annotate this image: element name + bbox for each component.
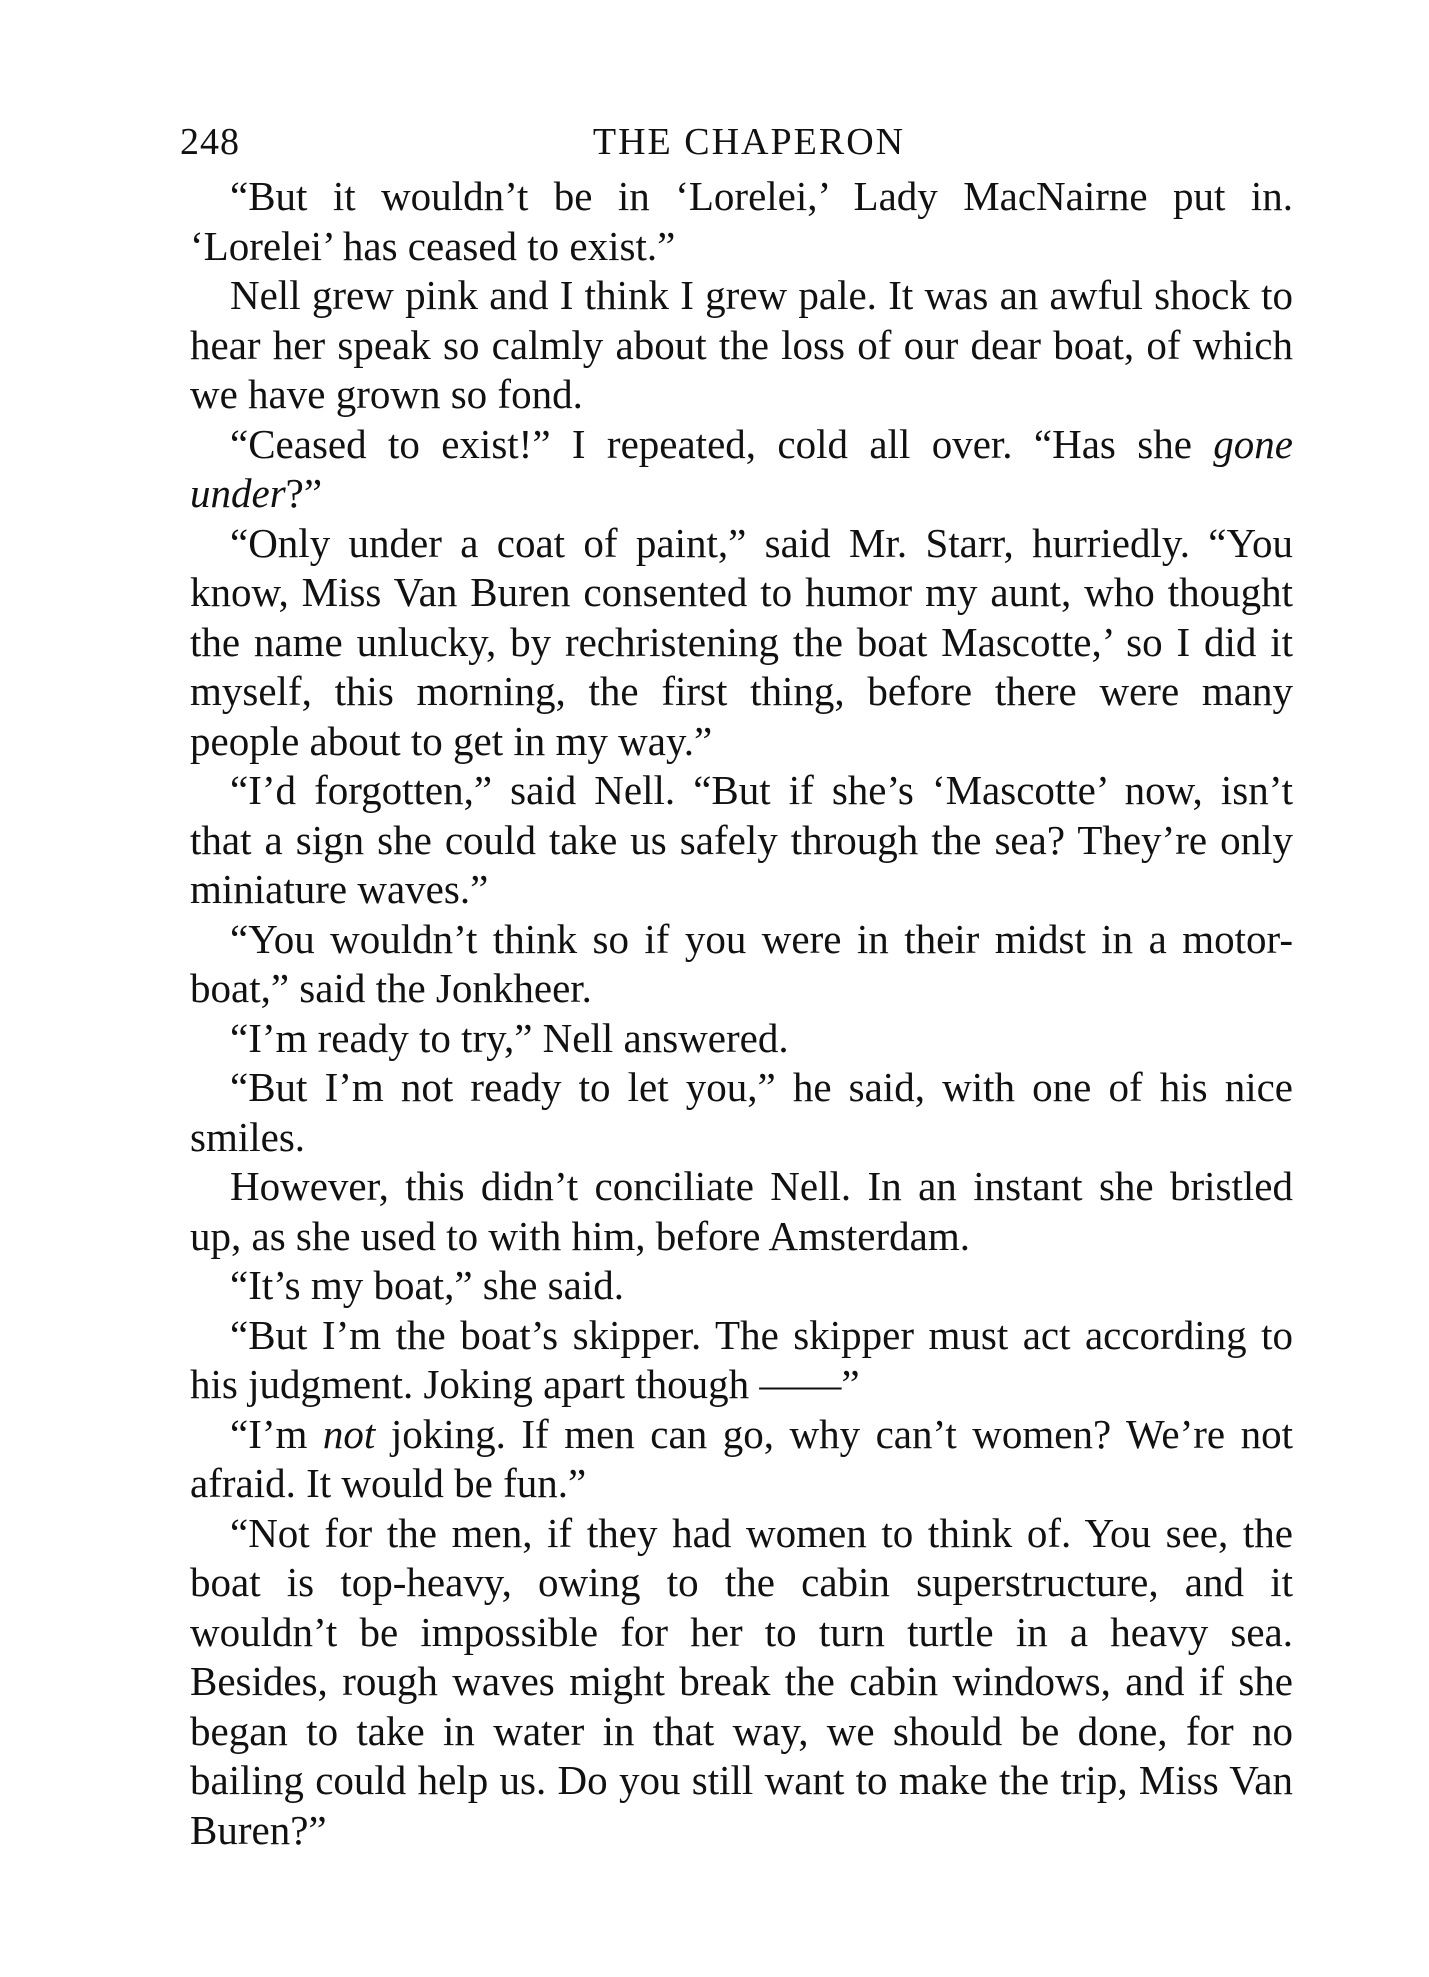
body-text (190, 172, 1293, 1855)
paragraph: “But it wouldn’t be in ‘Lorelei,’ Lady MacNairne put in. ‘Lorelei’ has ceased to exist.” (190, 173, 1293, 269)
italic-emphasis: not (322, 1410, 376, 1457)
paragraph: “I’m not joking. If men can go, why can’t women? We’re not afraid. It would be fun.” (190, 1410, 1293, 1506)
paragraph: However, this didn’t conciliate Nell. In an instant she bristled up, as she used to with him, before Amsterdam. (190, 1163, 1293, 1259)
running-head: THE CHAPERON (592, 121, 906, 163)
paragraph: “But I’m not ready to let you,” he said, with one of his nice smiles. (190, 1064, 1293, 1160)
italic-emphasis: gone under (190, 420, 1293, 516)
page-header (180, 112, 1298, 172)
paragraph: “Not for the men, if they had women to think of. You see, the boat is top-heavy, owing to the cabin superstructure, and it wouldn’t be impossible for her to turn turtle in a heavy sea. Besides, rough waves might break the cabin windows, and if she began to take in water in that way, we should be done, for no bailing could help us. Do you still want to make the trip, Miss Van Buren?” (190, 1509, 1293, 1853)
paragraph: Nell grew pink and I think I grew pale. It was an awful shock to hear her speak so calmly about the loss of our dear boat, of which we have grown so fond. (190, 272, 1293, 417)
paragraph: “It’s my boat,” she said. (230, 1262, 624, 1308)
paragraph: “Only under a coat of paint,” said Mr. Starr, hurriedly. “You know, Miss Van Buren consented to humor my aunt, who thought the name unlucky, by rechristening the boat Mascotte,’ so I did it myself, this morning, the first thing, before there were many people about to get in my way.” (190, 519, 1293, 764)
paragraph: “I’m ready to try,” Nell answered. (230, 1014, 789, 1061)
page-number: 248 (180, 121, 240, 163)
paragraph: “I’d forgotten,” said Nell. “But if she’s ‘Mascotte’ now, isn’t that a sign she could take us safely through the sea? They’re only miniature waves.” (190, 767, 1293, 912)
paragraph: “But I’m the boat’s skipper. The skipper must act according to his judgment. Joking apart though ——” (190, 1311, 1293, 1407)
paragraph: “You wouldn’t think so if you were in their midst in a motor-boat,” said the Jonkheer. (190, 915, 1293, 1011)
paragraph: “Ceased to exist!” I repeated, cold all over. “Has she gone under?” (190, 420, 1293, 516)
